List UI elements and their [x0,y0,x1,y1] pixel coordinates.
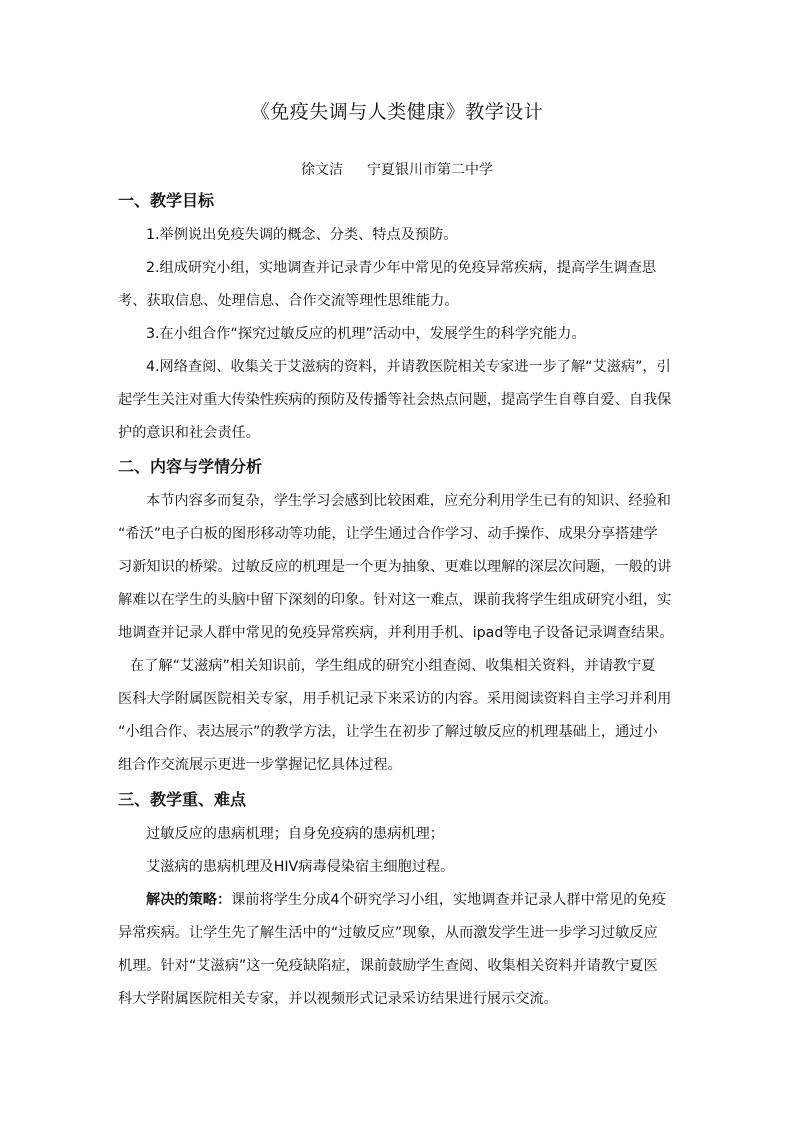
paragraph-line: 地调查并记录人群中常见的免疫异常疾病，并利用手机、ipad等电子设备记录调查结果。 [118,625,674,641]
author-school: 宁夏银川市第二中学 [367,162,493,178]
paragraph-line: 起学生关注对重大传染性疾病的预防及传播等社会热点问题，提高学生自尊自爱、自我保 [118,392,672,408]
strategy-line [146,889,706,909]
paragraph-line: 2.组成研究小组，实地调查并记录青少年中常见的免疫异常疾病，提高学生调查思 [146,260,657,276]
paragraph-line: 组合作交流展示更进一步掌握记忆具体过程。 [118,757,402,773]
paragraph-line: 本节内容多而复杂，学生学习会感到比较困难，应充分利用学生已有的知识、经验和 [146,493,671,509]
paragraph-line: 过敏反应的患病机理；自身免疫病的患病机理； [146,826,444,842]
section-heading-analysis: 二、内容与学情分析 [118,457,263,476]
strategy-label: 解决的策略： [146,892,232,908]
paragraph-line: 习新知识的桥梁。过敏反应的机理是一个更为抽象、更难以理解的深层次问题，一般的讲 [118,559,672,575]
paragraph-line: 机理。针对“艾滋病”这一免疫缺陷症，课前鼓励学生查阅、收集相关资料并请教宁夏医 [118,958,658,974]
paragraph-line: 科大学附属医院相关专家，并以视频形式记录采访结果进行展示交流。 [118,991,558,1007]
section-heading-goals: 一、教学目标 [118,191,215,210]
author-name: 徐文洁 [301,162,343,178]
paragraph-line: 考、获取信息、处理信息、合作交流等理性思维能力。 [118,293,459,309]
paragraph-line: 护的意识和社会责任。 [118,425,260,441]
author-line [0,159,794,179]
paragraph-line: “希沃”电子白板的图形移动等功能，让学生通过合作学习、动手操作、成果分享搭建学 [118,526,658,542]
paragraph-line: 医科大学附属医院相关专家，用手机记录下来采访的内容。采用阅读资料自主学习并利用 [118,691,672,707]
paragraph-line: 在了解“艾滋病”相关知识前，学生组成的研究小组查阅、收集相关资料，并请教宁夏 [130,658,656,674]
section-heading-key-points: 三、教学重、难点 [118,790,247,809]
document-title: 《免疫失调与人类健康》教学设计 [250,101,544,123]
paragraph-line: 3.在小组合作“探究过敏反应的机理”活动中，发展学生的科学究能力。 [146,326,586,342]
strategy-text: 课前将学生分成4个研究学习小组，实地调查并记录人群中常见的免疫 [231,892,666,908]
paragraph-line: “小组合作、表达展示”的教学方法，让学生在初步了解过敏反应的机理基础上，通过小 [118,724,658,740]
paragraph-line: 4.网络查阅、收集关于艾滋病的资料，并请教医院相关专家进一步了解“艾滋病”，引 [146,359,671,375]
paragraph-line: 艾滋病的患病机理及HIV病毒侵染宿主细胞过程。 [146,859,455,875]
paragraph-line: 解难以在学生的头脑中留下深刻的印象。针对这一难点，课前我将学生组成研究小组，实 [118,592,672,608]
paragraph-line: 1.举例说出免疫失调的概念、分类、特点及预防。 [146,227,458,243]
paragraph-line: 异常疾病。让学生先了解生活中的“过敏反应”现象，从而激发学生进一步学习过敏反应 [118,925,658,941]
